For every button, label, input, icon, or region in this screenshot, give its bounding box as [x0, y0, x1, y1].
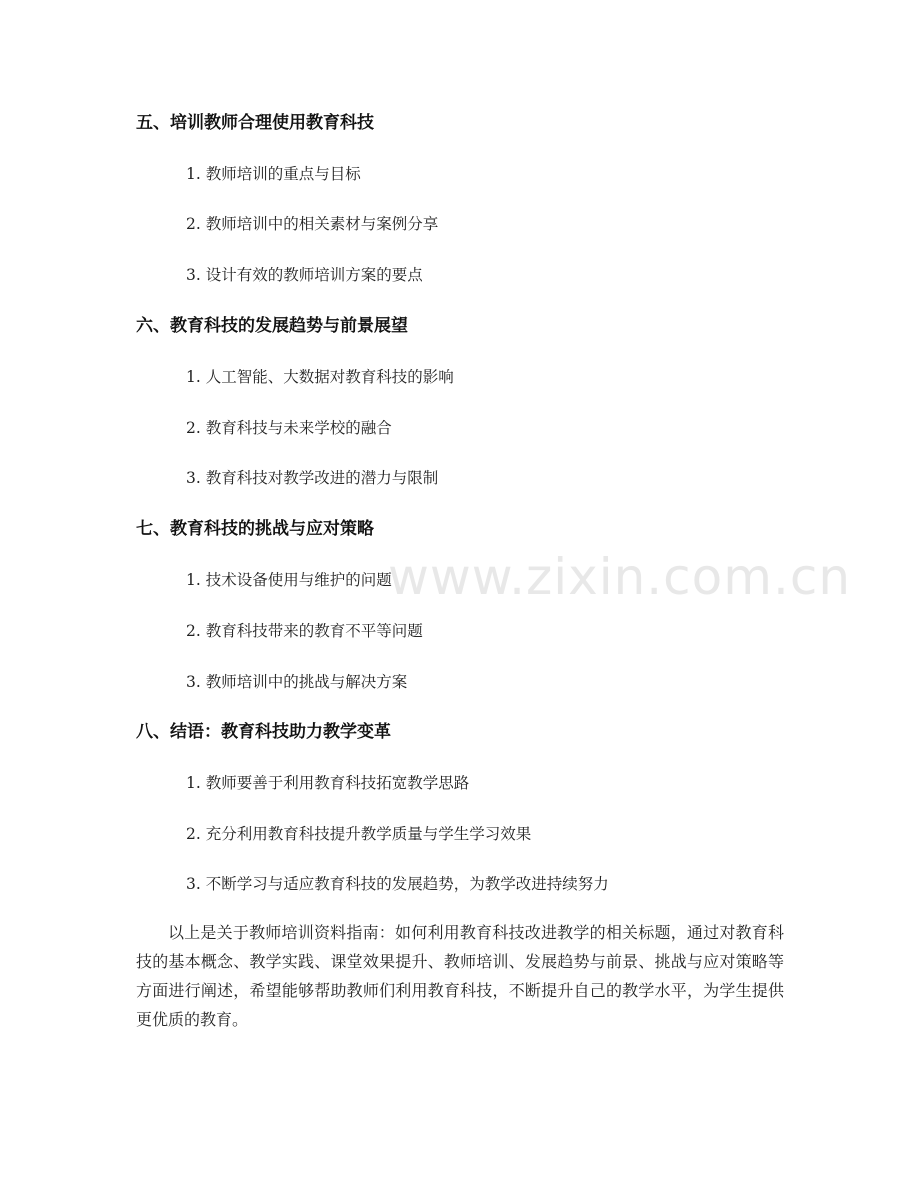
list-item: 3. 教育科技对教学改进的潜力与限制 [186, 469, 439, 487]
section-heading-8: 八、结语：教育科技助力教学变革 [136, 722, 391, 742]
watermark: www.zixin.com.cn [388, 548, 852, 606]
list-item: 1. 人工智能、大数据对教育科技的影响 [186, 368, 454, 386]
conclusion-paragraph: 以上是关于教师培训资料指南：如何利用教育科技改进教学的相关标题，通过对教育科技的基本概念、教学实践、课堂效果提升、教师培训、发展趋势与前景、挑战与应对策略等方面进行阐述，希望能够帮助教师们利用教育科技，不断提升自己的教学水平，为学生提供更优质的教育。 [136, 923, 784, 1029]
list-item: 1. 技术设备使用与维护的问题 [186, 571, 392, 589]
section-heading-6: 六、教育科技的发展趋势与前景展望 [136, 316, 408, 336]
list-item: 2. 教师培训中的相关素材与案例分享 [186, 215, 439, 233]
list-item: 2. 教育科技带来的教育不平等问题 [186, 622, 423, 640]
list-item: 1. 教师培训的重点与目标 [186, 165, 361, 183]
section-heading-7: 七、教育科技的挑战与应对策略 [136, 519, 374, 539]
list-item: 3. 不断学习与适应教育科技的发展趋势，为教学改进持续努力 [186, 875, 609, 893]
section-heading-5: 五、培训教师合理使用教育科技 [136, 113, 374, 133]
list-item: 2. 充分利用教育科技提升教学质量与学生学习效果 [186, 825, 532, 843]
list-item: 2. 教育科技与未来学校的融合 [186, 419, 392, 437]
list-item: 1. 教师要善于利用教育科技拓宽教学思路 [186, 774, 470, 792]
list-item: 3. 设计有效的教师培训方案的要点 [186, 266, 423, 284]
list-item: 3. 教师培训中的挑战与解决方案 [186, 673, 408, 691]
